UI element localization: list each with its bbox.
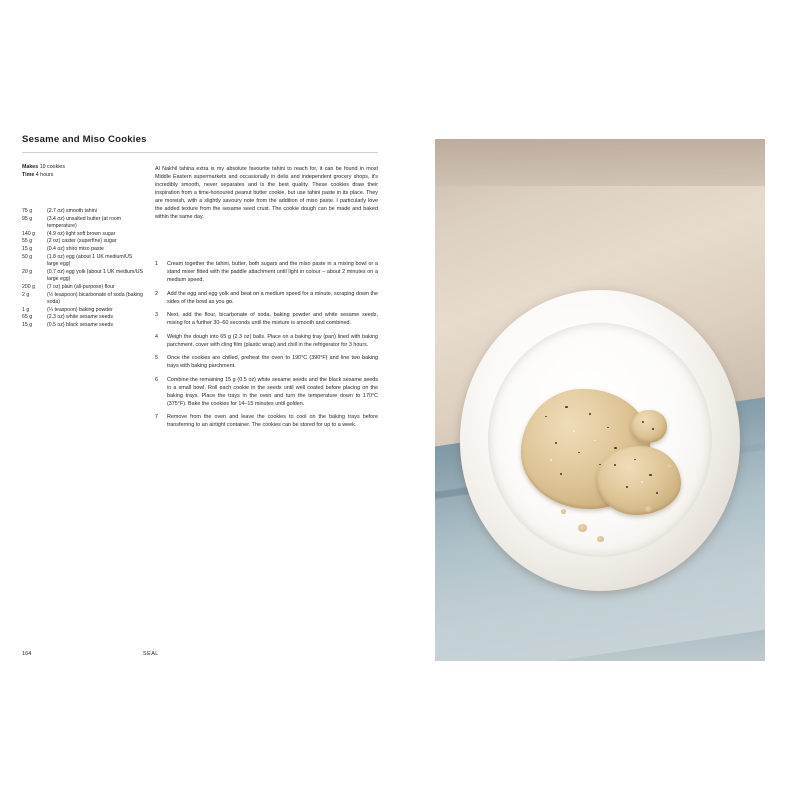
step-number: 7	[155, 414, 158, 420]
meta-label-makes: Makes	[22, 164, 39, 170]
step-text: Combine the remaining 15 g (0.5 oz) white sesame seeds and the black sesame seeds in a small bowl. Roll each cookie in the seeds until well coated before placing on the baking trays. Place the trays in the oven and turn the temperature down to 170°C (375°F). Bake the cookies for 14–15 minutes until golden.	[167, 376, 378, 407]
ingredient-quantity: 75 g	[22, 208, 33, 214]
ingredient-quantity: 1 g	[22, 306, 30, 313]
meta-row-time	[22, 171, 132, 179]
running-head: SEAL	[143, 651, 159, 657]
ingredient-quantity: 140 g	[22, 230, 35, 237]
step-text: Next, add the flour, bicarbonate of soda, baking powder and white sesame seeds, mixing for a further 30–60 seconds until the mixture is smooth and combined.	[167, 312, 378, 326]
method-step	[155, 376, 378, 408]
step-number: 6	[155, 376, 158, 383]
ingredient-list	[22, 208, 144, 330]
ingredient-quantity: 20 g	[22, 268, 33, 275]
meta-label-time: Time	[22, 172, 35, 179]
photo-crumb	[597, 536, 604, 541]
step-number: 3	[155, 312, 158, 318]
ingredient-quantity: 65 g	[22, 314, 33, 321]
method-step	[155, 413, 378, 429]
step-number: 5	[155, 355, 158, 361]
ingredient-item	[22, 292, 144, 307]
step-text: Weigh the dough into 65 g (2.3 oz) balls. Place on a baking tray (pan) lined with baking parchment, cover with cling film (plastic wrap) and chill in the refrigerator for 3 hours.	[167, 333, 378, 348]
step-number: 1	[155, 261, 158, 267]
recipe-intro: Al Nakhil tahina extra is my absolute favourite tahini to reach for, it can be found in most Middle Eastern supermarkets and occasionally in delis and independent grocery shops, it's incredibly smooth, never separates and is the best quality. These cookies draw their inspiration from a time-honoured peanut butter cookie, but use tahini paste in its place. They are moreish, with a slightly savoury note from the addition of miso paste. I particularly love the added texture from the sesame seed crust. The cookie dough can be made and baked within the same day.	[155, 166, 378, 220]
meta-value-time: 4 hours	[35, 172, 54, 179]
ingredient-name: (4.9 oz) light soft brown sugar	[47, 230, 116, 237]
photo-top-band	[435, 139, 765, 186]
ingredient-name: (1.8 oz) egg (about 1 UK medium/US large egg)	[47, 253, 133, 268]
meta-value-makes: 19 cookies	[39, 164, 66, 170]
ingredient-name: (2.3 oz) white sesame seeds	[47, 314, 114, 321]
ingredient-quantity: 200 g	[22, 283, 35, 290]
ingredient-item	[22, 307, 144, 315]
step-text: Remove from the oven and leave the cookies to cool on the baking trays before transferring to an airtight container. The cookies can be stored for up to a week.	[167, 414, 378, 428]
ingredient-name: (0.4 oz) shiro miso paste	[47, 245, 104, 252]
step-number: 4	[155, 333, 158, 340]
ingredient-name: (0.5 oz) black sesame seeds	[47, 321, 114, 328]
method-step	[155, 311, 378, 327]
ingredient-name: (7 oz) plain (all-purpose) flour	[47, 283, 115, 290]
ingredient-item	[22, 246, 144, 254]
step-text: Cream together the tahini, butter, both sugars and the miso paste in a mixing bowl or a stand mixer fitted with the paddle attachment until light in colour – about 2 minutes on a medium speed.	[167, 261, 378, 283]
ingredient-item	[22, 284, 144, 292]
ingredient-item	[22, 216, 144, 231]
ingredient-item	[22, 322, 144, 330]
ingredient-name: (½ teaspoon) bicarbonate of soda (baking soda)	[47, 291, 144, 306]
ingredient-quantity: 15 g	[22, 245, 33, 252]
right-page	[400, 0, 800, 800]
recipe-meta	[22, 163, 132, 180]
ingredient-name: (3.4 oz) unsalted butter (at room temperature)	[47, 215, 122, 230]
page-title: Sesame and Miso Cookies	[22, 134, 147, 145]
recipe-photo	[435, 139, 765, 661]
ingredient-item	[22, 231, 144, 239]
photo-plate	[460, 290, 741, 590]
method-step	[155, 260, 378, 284]
ingredient-name: (2.7 oz) smooth tahini	[47, 208, 97, 214]
ingredient-item	[22, 314, 144, 322]
ingredient-item	[22, 269, 144, 284]
ingredient-item	[22, 238, 144, 246]
step-number: 2	[155, 290, 158, 297]
ingredient-name: (2 oz) caster (superfine) sugar	[47, 238, 117, 245]
meta-row-makes	[22, 163, 132, 171]
page-number: 164	[22, 651, 32, 657]
step-text: Once the cookies are chilled, preheat the oven to 190°C (390°F) and line two baking trays with baking parchment.	[167, 355, 378, 369]
method-step	[155, 354, 378, 370]
step-text: Add the egg and egg yolk and beat on a medium speed for a minute, scraping down the sides of the bowl as you go.	[167, 290, 378, 305]
ingredient-quantity: 15 g	[22, 321, 33, 328]
ingredient-name: (¼ teaspoon) baking powder	[47, 306, 113, 313]
ingredient-item	[22, 208, 144, 216]
method-step	[155, 333, 378, 349]
ingredient-name: (0.7 oz) egg yolk (about 1 UK medium/US large egg)	[47, 268, 144, 283]
ingredient-item	[22, 254, 144, 269]
method-steps	[155, 260, 378, 435]
ingredient-quantity: 55 g	[22, 238, 33, 245]
ingredient-quantity: 95 g	[22, 215, 33, 222]
method-step	[155, 290, 378, 306]
title-divider	[22, 152, 378, 153]
ingredient-quantity: 2 g	[22, 291, 30, 298]
ingredient-quantity: 50 g	[22, 253, 33, 260]
